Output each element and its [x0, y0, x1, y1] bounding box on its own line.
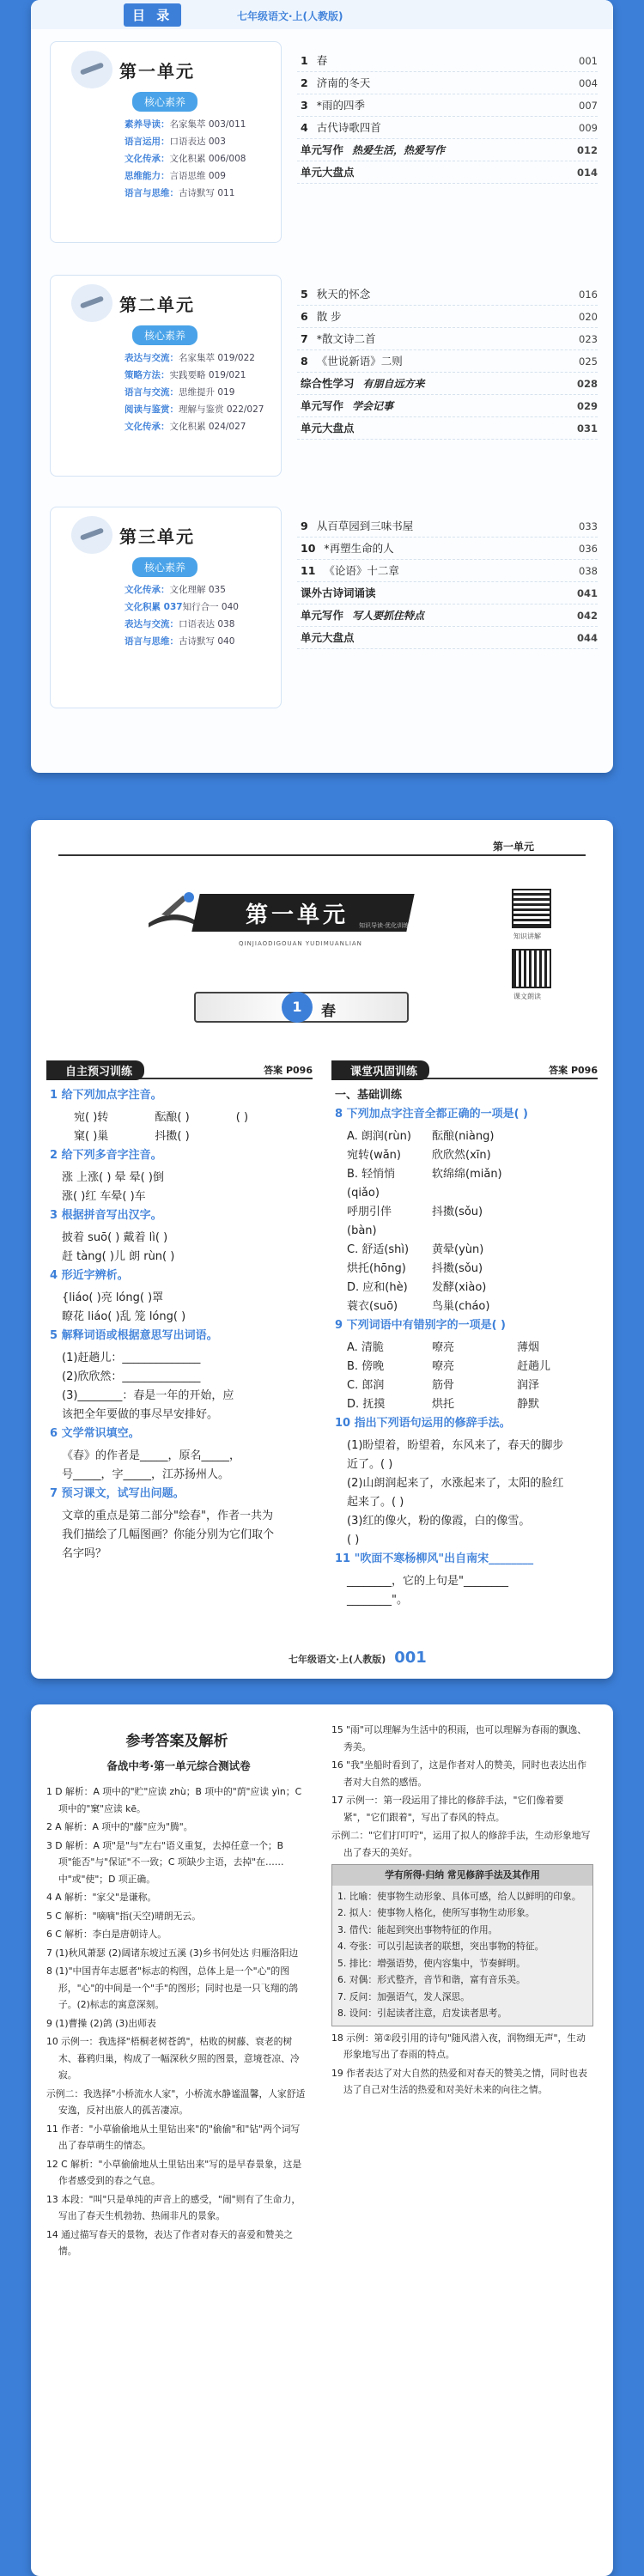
lesson-number: 4 [301, 121, 308, 134]
toc-page-number: 041 [576, 587, 598, 599]
qr-code-icon[interactable] [512, 949, 551, 988]
unit-tag: 第一单元 [492, 841, 534, 853]
bird-illustration-icon [71, 284, 112, 322]
option-row [335, 1358, 592, 1376]
question-stem: 3 根据拼音写出汉字。 [50, 1209, 162, 1222]
skill-value: 名家集萃 003/011 [169, 119, 246, 130]
toc-title: 春 [316, 54, 328, 67]
question-line: ( ) [347, 1534, 360, 1546]
toc-header [31, 0, 613, 29]
skill-value: 古诗默写 011 [179, 188, 235, 198]
skill-label: 表达与交流： [125, 619, 179, 629]
toc-item[interactable] [297, 560, 598, 582]
grid-cell [224, 1127, 305, 1146]
answer-item: 13 本段："叫"只是单纯的声音上的感受，"闹"则有了生命力，写出了春天生机勃勃、热闹非凡的景象。 [46, 2193, 301, 2221]
lesson-title: 春 [321, 1003, 336, 1020]
answers-title: 参考答案及解析 [125, 1733, 228, 1750]
answer-item: 1 D 解析：A 项中的"贮"应读 zhù；B 项中的"荫"应读 yìn；C 项中的"窠"应读 kē。 [46, 1786, 302, 1814]
toc-title: *再塑生命的人 [324, 542, 394, 555]
toc-page-number: 012 [576, 144, 598, 156]
option-text: 抖擞(sǒu) [432, 1206, 483, 1218]
option-text: 酝酿(niàng) [432, 1130, 495, 1143]
option-text: D. 抚摸 [347, 1398, 386, 1411]
option-text: 软绵绵(miǎn) [432, 1168, 502, 1181]
question-line: 我们描绘了几幅图画？你能分别为它们取个 [62, 1528, 275, 1541]
core-skill-pill: 核心素养 [132, 325, 197, 345]
answer-ref: 答案 P096 [264, 1065, 313, 1076]
option-text [505, 1241, 590, 1260]
toc-theme: 热爱生活，热爱写作 [352, 144, 446, 156]
grid-cell: 酝酿( ) [155, 1111, 190, 1124]
unit-title: 第三单元 [119, 526, 195, 547]
core-skill-pill: 核心素养 [132, 557, 197, 577]
option-row [335, 1297, 592, 1316]
tips-title: 学有所得·归纳 常见修辞手法及其作用 [332, 1865, 592, 1886]
toc-item[interactable] [297, 283, 598, 306]
answer-item: 11 作者："小草偷偷地从土里钻出来"的"偷偷"和"钻"两个词写出了春草萌生的情态。 [46, 2123, 301, 2151]
answer-item: 14 通过描写春天的景物，表达了作者对春天的喜爱和赞美之情。 [46, 2228, 294, 2257]
unit-banner [144, 889, 410, 947]
skill-label: 语言与思维： [125, 636, 179, 647]
skill-label: 语言运用： [125, 137, 170, 147]
answer-item: 12 C 解析："小草偷偷地从土里钻出来"写的是早春景象，这是作者感受到的春之气息。 [46, 2158, 302, 2186]
question-line: (1)赶趟儿：______________ [62, 1352, 201, 1364]
skill-line [125, 367, 276, 384]
unit-title: 第二单元 [119, 295, 195, 315]
option-text: 烘托 [432, 1398, 455, 1411]
skill-value: 文化理解 035 [169, 585, 226, 595]
answer-item: 3 D 解析：A 项"是"与"左右"语义重复，去掉任意一个；B 项"能否"与"保证"不一致；C 项缺少主语，去掉"在……中"或"使"；D 项正确。 [46, 1839, 284, 1885]
toc-title: 《世说新语》二则 [316, 355, 403, 368]
option-text: 发酵(xiào) [432, 1281, 487, 1294]
option-text: C. 郎润 [347, 1379, 385, 1392]
skill-value: 知行合一 040 [182, 602, 239, 612]
toc-title: 从百草园到三味书屋 [316, 519, 414, 532]
toc-page-number: 016 [579, 289, 598, 301]
lesson-number: 3 [301, 99, 308, 112]
toc-list [297, 50, 598, 184]
practice-tag: 课堂巩固训练 [331, 1060, 429, 1080]
skill-line [125, 185, 276, 202]
unit-card [50, 41, 282, 243]
option-text: 润泽 [517, 1379, 540, 1392]
question-stem: 9 下列词语中有错别字的一项是( ) [335, 1319, 506, 1332]
toc-theme: 有朋自远方来 [362, 378, 425, 390]
lesson-number: 8 [301, 355, 308, 368]
section-heading: 一、基础训练 [335, 1089, 403, 1102]
toc-page-number: 004 [579, 77, 598, 89]
question-line: 起来了。( ) [347, 1496, 404, 1509]
option-text: 筋骨 [432, 1379, 455, 1392]
option-text [505, 1165, 590, 1203]
skill-line [125, 633, 276, 650]
option-text: 呼朋引伴(bàn) [347, 1206, 392, 1237]
option-text: A. 朗润(rùn) [347, 1130, 411, 1143]
toc-page-number: 029 [576, 400, 598, 412]
toc-item[interactable] [297, 582, 598, 605]
option-text: 静默 [517, 1398, 540, 1411]
option-text: 鸟巢(cháo) [432, 1300, 490, 1313]
option-text: 烘托(hōng) [347, 1262, 406, 1275]
toc-item[interactable] [297, 605, 598, 627]
option-text: 嘹亮 [432, 1341, 455, 1354]
skill-line [125, 150, 276, 167]
toc-page-number: 014 [576, 167, 598, 179]
skill-label: 文化传承： [125, 154, 170, 164]
skill-label: 文化积累 037 [125, 602, 183, 612]
question-stem: 10 指出下列语句运用的修辞手法。 [335, 1417, 511, 1430]
answer-item: 7 (1)秋风萧瑟 (2)阔诸东坡过五溪 (3)乡书何处达 归雁洛阳边 [46, 1947, 299, 1959]
skill-value: 文化积累 024/027 [169, 422, 246, 432]
toc-subtitle: 七年级语文·上(人教版) [237, 10, 343, 22]
core-skill-pill: 核心素养 [132, 92, 197, 112]
toc-title: *雨的四季 [316, 99, 365, 112]
grid-cell: 抖擞( ) [155, 1130, 190, 1143]
unit-skill-list [125, 349, 276, 435]
skill-line [125, 384, 276, 401]
lesson-title-bar [194, 992, 409, 1023]
tip-line: 5. 排比：增强语势，使内容集中，节奏鲜明。 [337, 1957, 526, 1969]
unit-card [50, 507, 282, 708]
toc-item[interactable] [297, 417, 598, 440]
skill-value: 口语表达 038 [179, 619, 235, 629]
answer-item: 示例二："它们打叮咛"，运用了拟人的修辞手法，生动形象地写出了春天的美好。 [331, 1830, 591, 1858]
skill-label: 素养导读： [125, 119, 170, 130]
toc-theme: 学会记事 [352, 400, 394, 412]
toc-title: 散 步 [316, 310, 342, 323]
answers-subtitle: 备战中考·第一单元综合测试卷 [106, 1759, 251, 1772]
option-row [335, 1260, 592, 1279]
skill-line [125, 418, 276, 435]
toc-title: 单元写作 [301, 399, 344, 412]
question-line: (2)欣欣然：______________ [62, 1370, 201, 1383]
toc-item[interactable] [297, 117, 598, 139]
toc-title: *散文诗二首 [316, 332, 376, 345]
lesson-number: 10 [301, 542, 316, 555]
toc-page-number: 033 [579, 520, 598, 532]
toc-theme: 写人要抓住特点 [352, 610, 425, 622]
bird-illustration-icon [71, 516, 112, 554]
skill-line [125, 133, 276, 150]
question-line: ________，它的上句是"________ [347, 1575, 508, 1588]
option-row [335, 1395, 592, 1414]
toc-item[interactable] [297, 627, 598, 649]
option-text [505, 1203, 590, 1241]
question-stem: 5 解释词语或根据意思写出词语。 [50, 1329, 218, 1342]
tip-line: 8. 设问：引起读者注意，启发读者思考。 [337, 2008, 507, 2019]
toc-page-number: 036 [579, 543, 598, 555]
unit-card [50, 275, 282, 477]
option-text [505, 1127, 590, 1146]
option-text: 宛转(wǎn) [347, 1149, 401, 1162]
option-row [335, 1203, 592, 1241]
page-footer [289, 1649, 427, 1667]
option-row [335, 1376, 592, 1395]
skill-value: 文化积累 006/008 [169, 154, 246, 164]
tip-line: 3. 借代：能起到突出事物特征的作用。 [337, 1923, 498, 1935]
unit-title: 第一单元 [119, 61, 195, 82]
lesson-number: 6 [301, 310, 308, 323]
answers-right-column [331, 1722, 593, 2100]
skill-value: 实践要略 019/021 [169, 370, 246, 380]
option-row [335, 1339, 592, 1358]
option-text [505, 1279, 590, 1297]
question-line: (3)________：春是一年的开始，应 [62, 1389, 234, 1402]
answer-item: 10 示例一：我选择"梧桐老树苍鸽"，枯败的树藤、衰老的树木、暮鸦归巢，构成了一幅深秋夕照的图景，意境苍凉、冷寂。 [46, 2036, 300, 2081]
option-text [505, 1297, 590, 1316]
skill-line [125, 581, 276, 598]
option-row [335, 1279, 592, 1297]
toc-item[interactable] [297, 395, 598, 417]
option-text: C. 舒适(shì) [347, 1243, 410, 1256]
exercise-page [31, 820, 613, 1679]
unit-title: 第一单元 [246, 902, 349, 928]
toc-page-number: 025 [579, 355, 598, 368]
toc-title: 济南的冬天 [316, 76, 371, 89]
option-row [335, 1165, 592, 1203]
question-line: 该把全年要做的事尽早安排好。 [62, 1408, 219, 1421]
qr-label: 课文朗读 [513, 993, 541, 1000]
skill-label: 语言与交流： [125, 387, 179, 398]
answers-page [31, 1704, 613, 2576]
skill-label: 思维能力： [125, 171, 170, 181]
toc-title: 单元大盘点 [301, 166, 355, 179]
answer-item: 2 A 解析：A 项中的"藤"应为"腾"。 [46, 1821, 193, 1832]
toc-badge: 目 录 [124, 3, 181, 27]
toc-item[interactable] [297, 94, 598, 117]
lesson-number: 7 [301, 332, 308, 345]
option-text [505, 1260, 590, 1279]
skill-label: 表达与交流： [125, 353, 179, 363]
option-text: 抖擞(sǒu) [432, 1262, 483, 1275]
skill-line [125, 598, 276, 616]
option-row [335, 1241, 592, 1260]
toc-page-number: 044 [576, 632, 598, 644]
toc-title: 综合性学习 [301, 377, 355, 390]
question-stem: 8 下列加点字注音全都正确的一项是( ) [335, 1108, 528, 1121]
toc-list [297, 515, 598, 649]
question-line: 文章的重点是第二部分"绘春"，作者一共为 [62, 1510, 273, 1522]
skill-label: 语言与思维： [125, 188, 179, 198]
answer-item: 15 "雨"可以理解为生活中的积雨，也可以理解为春雨的飘逸、秀美。 [331, 1724, 587, 1753]
question-line: 披着 suō( ) 戴着 lì( ) [62, 1231, 168, 1244]
question-line: 瞭花 liáo( )乱 笼 lóng( ) [62, 1310, 186, 1323]
question-line: 涨 上涨( ) 晕 晕( )倒 [62, 1171, 164, 1184]
toc-item[interactable] [297, 161, 598, 184]
option-text: B. 轻悄悄(qiǎo) [347, 1168, 396, 1200]
toc-page-number: 009 [579, 122, 598, 134]
banner-slogan: 知识导读·优化训练 [359, 922, 410, 929]
answer-item: 6 C 解析：李白是唐朝诗人。 [46, 1929, 167, 1940]
skill-value: 名家集萃 019/022 [179, 353, 255, 363]
grid-cell: 宛( )转 [74, 1111, 109, 1124]
toc-title: 单元写作 [301, 143, 344, 156]
question-line: 名字吗？ [62, 1547, 107, 1560]
toc-page-number: 020 [579, 311, 598, 323]
skill-line [125, 616, 276, 633]
page-header-rule [58, 839, 586, 856]
lesson-number: 9 [301, 519, 308, 532]
question-stem: 2 给下列多音字注音。 [50, 1149, 162, 1162]
option-text: 薄烟 [517, 1341, 540, 1354]
answers-left-column [46, 1783, 308, 2262]
answer-grid [50, 1109, 307, 1146]
question-stem: 4 形近字辨析。 [50, 1269, 129, 1282]
toc-title: 古代诗歌四首 [316, 121, 381, 134]
answer-item: 17 示例一：第一段运用了排比的修辞手法，"它们像着要紧"，"它们跟着"，写出了春风的特点。 [331, 1795, 564, 1823]
skill-line [125, 401, 276, 418]
toc-page-number: 042 [576, 610, 598, 622]
practice-questions [335, 1086, 592, 1610]
answer-item: 5 C 解析："嘀嘀"指(天空)晴朗无云。 [46, 1910, 201, 1922]
lesson-number: 11 [301, 564, 316, 577]
question-stem: 1 给下列加点字注音。 [50, 1089, 162, 1102]
page-number: 001 [394, 1649, 427, 1667]
skill-line [125, 167, 276, 185]
toc-title: 秋天的怀念 [316, 288, 371, 301]
question-line: ________"。 [347, 1594, 408, 1607]
option-text: 黄晕(yùn) [432, 1243, 484, 1256]
toc-title: 《论语》十二章 [324, 564, 399, 577]
toc-item[interactable] [297, 72, 598, 94]
question-line: (2)山朗润起来了，水涨起来了，太阳的脸红 [347, 1477, 564, 1490]
toc-page-number: 023 [579, 333, 598, 345]
qr-label: 知识讲解 [513, 933, 541, 940]
option-text: 赶趟儿 [517, 1360, 551, 1373]
skill-value: 言语思维 009 [169, 171, 226, 181]
toc-title: 课外古诗词诵读 [301, 586, 376, 599]
answer-item: 16 "我"坐船时看到了，这是作者对人的赞美，同时也表达出作者对大自然的感悟。 [331, 1759, 587, 1788]
toc-page-number: 038 [579, 565, 598, 577]
toc-item[interactable] [297, 50, 598, 72]
footer-text: 七年级语文·上(人教版) [289, 1654, 386, 1665]
option-text: 嘹亮 [432, 1360, 455, 1373]
question-line: 号_____，字_____，江苏扬州人。 [62, 1468, 230, 1481]
grid-cell: 窠( )巢 [74, 1130, 109, 1143]
question-stem: 6 文学常识填空。 [50, 1427, 140, 1440]
toc-title: 单元大盘点 [301, 422, 355, 434]
lesson-number: 5 [301, 288, 308, 301]
toc-page-number: 001 [579, 55, 598, 67]
unit-skill-list [125, 116, 276, 202]
skill-value: 口语表达 003 [169, 137, 226, 147]
answer-item: 9 (1)曹操 (2)鸽 (3)出师表 [46, 2017, 156, 2029]
toc-page-number: 031 [576, 422, 598, 434]
toc-item[interactable] [297, 350, 598, 373]
toc-list [297, 283, 598, 440]
toc-item[interactable] [297, 306, 598, 328]
banner-pinyin: QINJIAODIGOUAN YUDIMUANLIAN [239, 940, 362, 947]
question-line: {liáo( )亮 lóng( )罩 [62, 1291, 164, 1304]
option-row [335, 1146, 592, 1165]
answer-item: 18 示例：第②段引用的诗句"随风潜入夜，润物细无声"，生动形象地写出了春雨的特点。 [331, 2032, 586, 2060]
lesson-number: 1 [282, 992, 313, 1023]
toc-page-number: 028 [576, 378, 598, 390]
question-stem: 7 预习课文，试写出问题。 [50, 1487, 185, 1500]
question-line: (3)红的像火，粉的像霞，白的像雪。 [347, 1515, 531, 1528]
toc-title: 单元写作 [301, 609, 344, 622]
skill-label: 策略方法： [125, 370, 170, 380]
question-line: 近了。( ) [347, 1458, 393, 1471]
skill-line [125, 349, 276, 367]
option-text: 蓑衣(suō) [347, 1300, 398, 1313]
option-text: A. 清脆 [347, 1341, 384, 1354]
skill-label: 阅读与鉴赏： [125, 404, 179, 415]
skill-value: 理解与鉴赏 022/027 [179, 404, 264, 415]
option-text: B. 傍晚 [347, 1360, 385, 1373]
toc-item[interactable] [297, 373, 598, 395]
skill-label: 文化传承： [125, 422, 170, 432]
tip-line: 7. 反问：加强语气，发人深思。 [337, 1990, 471, 2002]
answer-item: 示例二：我选择"小桥流水人家"，小桥流水静谧温馨，人家舒适安逸，反衬出旅人的孤苦凄凉。 [46, 2087, 306, 2116]
tip-line: 4. 夸张：可以引起读者的联想，突出事物的特征。 [337, 1941, 544, 1952]
preview-questions [50, 1086, 307, 1564]
skill-value: 思维提升 019 [179, 387, 235, 398]
question-line: (1)盼望着，盼望着，东风来了，春天的脚步 [347, 1439, 564, 1452]
option-row [335, 1127, 592, 1146]
answer-ref: 答案 P096 [549, 1065, 598, 1076]
option-text [505, 1146, 590, 1165]
answer-item: 19 作者表达了对大自然的热爱和对春天的赞美之情，同时也表达了自己对生活的热爱和对美好未来的向往之情。 [331, 2067, 587, 2095]
question-line: 赶 tàng( )儿 朗 rùn( ) [62, 1250, 175, 1263]
tip-line: 1. 比喻：使事物生动形象、具体可感，给人以鲜明的印象。 [337, 1890, 581, 1902]
skill-value: 古诗默写 040 [179, 636, 235, 647]
unit-skill-list [125, 581, 276, 650]
preview-section-header [46, 1060, 313, 1079]
tip-line: 6. 对偶：形式整齐，音节和谐，富有音乐美。 [337, 1974, 526, 1985]
toc-item[interactable] [297, 139, 598, 161]
question-line: 《春》的作者是_____，原名_____， [62, 1449, 241, 1462]
option-text: 欣欣然(xīn) [432, 1149, 491, 1162]
lesson-number: 1 [301, 54, 308, 67]
toc-title: 单元大盘点 [301, 631, 355, 644]
practice-section-header [331, 1060, 598, 1079]
toc-item[interactable] [297, 515, 598, 538]
answer-item: 4 A 解析："家父"是谦称。 [46, 1892, 157, 1903]
question-line: 涨( )红 车晕( )车 [62, 1190, 146, 1203]
tips-box [331, 1864, 593, 2026]
grid-cell: ( ) [235, 1111, 249, 1124]
toc-item[interactable] [297, 538, 598, 560]
qr-code-icon[interactable] [512, 889, 551, 928]
skill-line [125, 116, 276, 133]
answer-item: 8 (1)"中国青年志愿者"标志的构图，总体上是一个"心"的图形，"心"的中间是一个"手"的图形；同时也是一只飞翔的鸽子。(2)标志的寓意深刻。 [46, 1965, 298, 2010]
toc-item[interactable] [297, 328, 598, 350]
toc-page [31, 0, 613, 773]
question-stem: 11 "吹面不寒杨柳风"出自南宋________ [335, 1552, 534, 1565]
lesson-number: 2 [301, 76, 308, 89]
toc-page-number: 007 [579, 100, 598, 112]
skill-label: 文化传承： [125, 585, 170, 595]
preview-tag: 自主预习训练 [46, 1060, 144, 1080]
option-text: D. 应和(hè) [347, 1281, 408, 1294]
bird-illustration-icon [71, 51, 112, 88]
tip-line: 2. 拟人：使事物人格化，使所写事物生动形象。 [337, 1907, 535, 1918]
